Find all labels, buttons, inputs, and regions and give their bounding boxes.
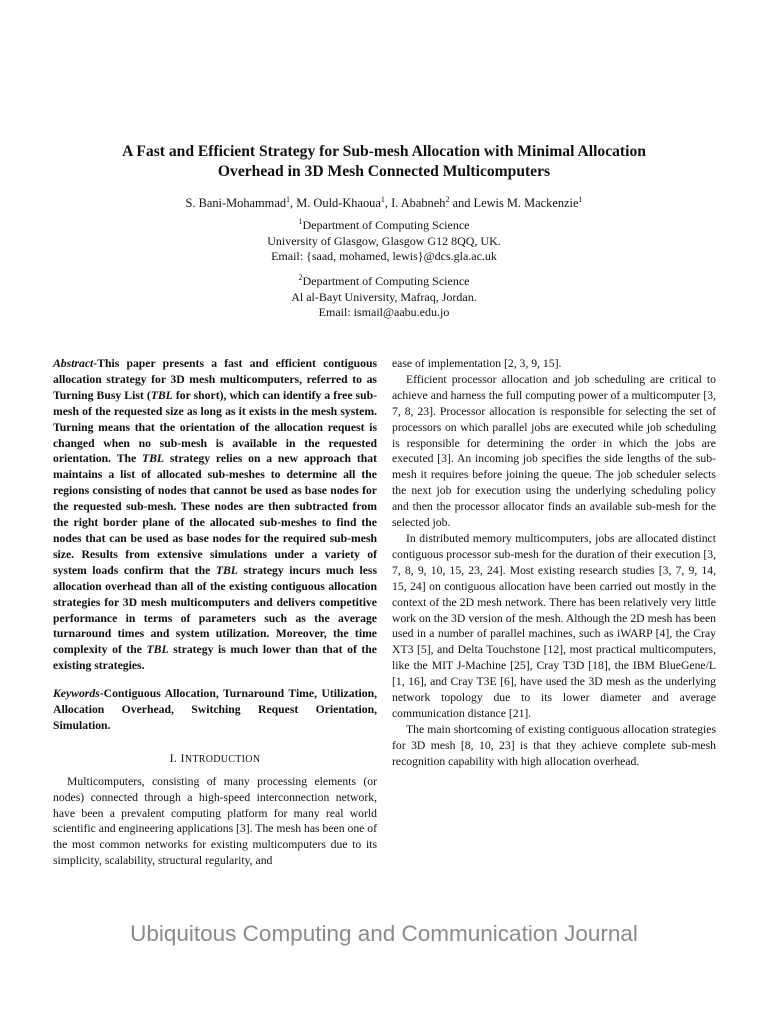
affiliation-email: Email: ismail@aabu.edu.jo [318,305,450,320]
affiliation-email: Email: {saad, mohamed, lewis}@dcs.gla.ac.uk [271,249,497,264]
left-column [53,356,377,869]
acronym-tbl: TBL [146,643,169,657]
acronym-tbl: TBL [150,388,173,402]
abstract-text: strategy incurs much less allocation overhead than all of the existing contiguous allocation strategies for 3D mesh multicomputers and delivers competitive performance in terms of parameters such as the average turnaround times and system utilization. Moreover, the time complexity of the [53,563,377,657]
title-line-2: Overhead in 3D Mesh Connected Multicomputers [217,163,551,180]
intro-paragraph-2: Efficient processor allocation and job scheduling are critical to achieve and harness the full computing power of a multicomputer [3, 7, 8, 23]. Processor allocation is responsible for selecting the set of processors on which parallel jobs are executed while job scheduling is responsible for determining the order in which the jobs are executed [3]. An incoming job specifies the side lengths of the sub-mesh it requires before joining the queue. The job scheduler selects the next job for execution using the underlying scheduling policy and then the processor allocator finds an available sub-mesh for the selected job. [392,372,716,530]
abstract [53,356,377,674]
affiliation-department: Department of Computing Science [302,274,470,288]
acronym-tbl: TBL [215,563,238,577]
keywords-label: Keywords [53,687,100,701]
affiliation-university: Al al-Bayt University, Mafraq, Jordan. [291,289,477,304]
keywords-text: -Contiguous Allocation, Turnaround Time, Utilization, Allocation Overhead, Switching Request Orientation, Simulation. [53,687,377,732]
author-affiliation-mark: 1 [380,194,385,204]
affiliation-2 [60,274,708,321]
acronym-tbl: TBL [142,452,165,466]
abstract-text: strategy relies on a new approach that maintains a list of allocated sub-meshes to determine all the regions consisting of nodes that cannot be used as base nodes for the requested sub-mesh. These nodes are then subtracted from the right border plane of the allocated sub-meshes to find the nodes that can be used as base nodes for the required sub-mesh size. Results from extensive simulations under a variety of system loads confirm that the [53,452,377,577]
intro-paragraph-3: In distributed memory multicomputers, jobs are allocated distinct contiguous processor sub-mesh for the duration of their execution [3, 7, 8, 9, 10, 15, 23, 24]. Most existing research studies [3, 7, 9, 14, 15, 24] on contiguous allocation have been carried out mostly in the context of the 2D mesh network. There has been relatively very little work on the 3D version of the mesh. Although the 2D mesh has been used in a number of parallel machines, such as iWARP [4], the Cray XT3 [5], and Delta Touchstone [12], most practical multicomputers, like the MIT J-Machine [25], Cray T3D [18], the IBM BlueGene/L [1, 16], and Cray T3E [6], have used the 3D mesh as the underlying network topology due to its lower diameter and average communication distance [21]. [392,531,716,720]
author-name: and Lewis M. Mackenzie [449,196,579,210]
section-heading-introduction [53,751,377,768]
author-name: , I. Ababneh [384,196,446,210]
author-list [60,195,708,211]
paper-title [70,142,698,182]
section-number: I. [169,750,181,765]
author-affiliation-mark: 1 [578,194,583,204]
affiliation-1 [60,218,708,265]
affiliation-mark: 2 [298,273,303,282]
author-name: , M. Ould-Khaoua [290,196,381,210]
author-affiliation-mark: 1 [286,194,291,204]
journal-footer: Ubiquitous Computing and Communication Journal [130,921,638,946]
intro-paragraph-4: The main shortcoming of existing contiguous allocation strategies for 3D mesh [8, 10, 23] is that they achieve complete sub-mesh recognition capability with high allocation overhead. [392,722,716,768]
title-line-1: A Fast and Efficient Strategy for Sub-mesh Allocation with Minimal Allocation [122,143,646,160]
author-name: S. Bani-Mohammad [185,196,287,210]
abstract-text: strategy is much lower than that of the existing strategies. [53,643,377,673]
abstract-text: This paper presents a fast and efficient contiguous allocation strategy for 3D mesh multicomputers, referred to as Turning Busy List ( [53,357,377,402]
keywords [53,686,377,734]
section-title-rest: NTRODUCTION [184,753,261,765]
abstract-text: for short), which can identify a free sub-mesh of the requested size as long as it exists in the mesh system. Turning means that the orientation of the allocation request is changed when no sub-mesh is available in the requested orientation. The [53,388,377,466]
author-affiliation-mark: 2 [445,194,450,204]
intro-paragraph-continuation: ease of implementation [2, 3, 9, 15]. [392,357,562,370]
affiliation-department: Department of Computing Science [302,218,470,232]
intro-paragraph-1: Multicomputers, consisting of many processing elements (or nodes) connected through a high-speed interconnection network, have been a prevalent computing platform for many real world scientific and engineering applications [3]. The mesh has been one of the most common networks for existing multicomputers due to its simplicity, scalability, structural regularity, and [53,774,378,868]
abstract-label: Abstract- [53,357,98,370]
section-title-initial: I [180,750,185,765]
affiliation-mark: 1 [298,217,303,226]
right-column [392,356,716,770]
affiliation-university: University of Glasgow, Glasgow G12 8QQ, UK. [267,233,501,248]
